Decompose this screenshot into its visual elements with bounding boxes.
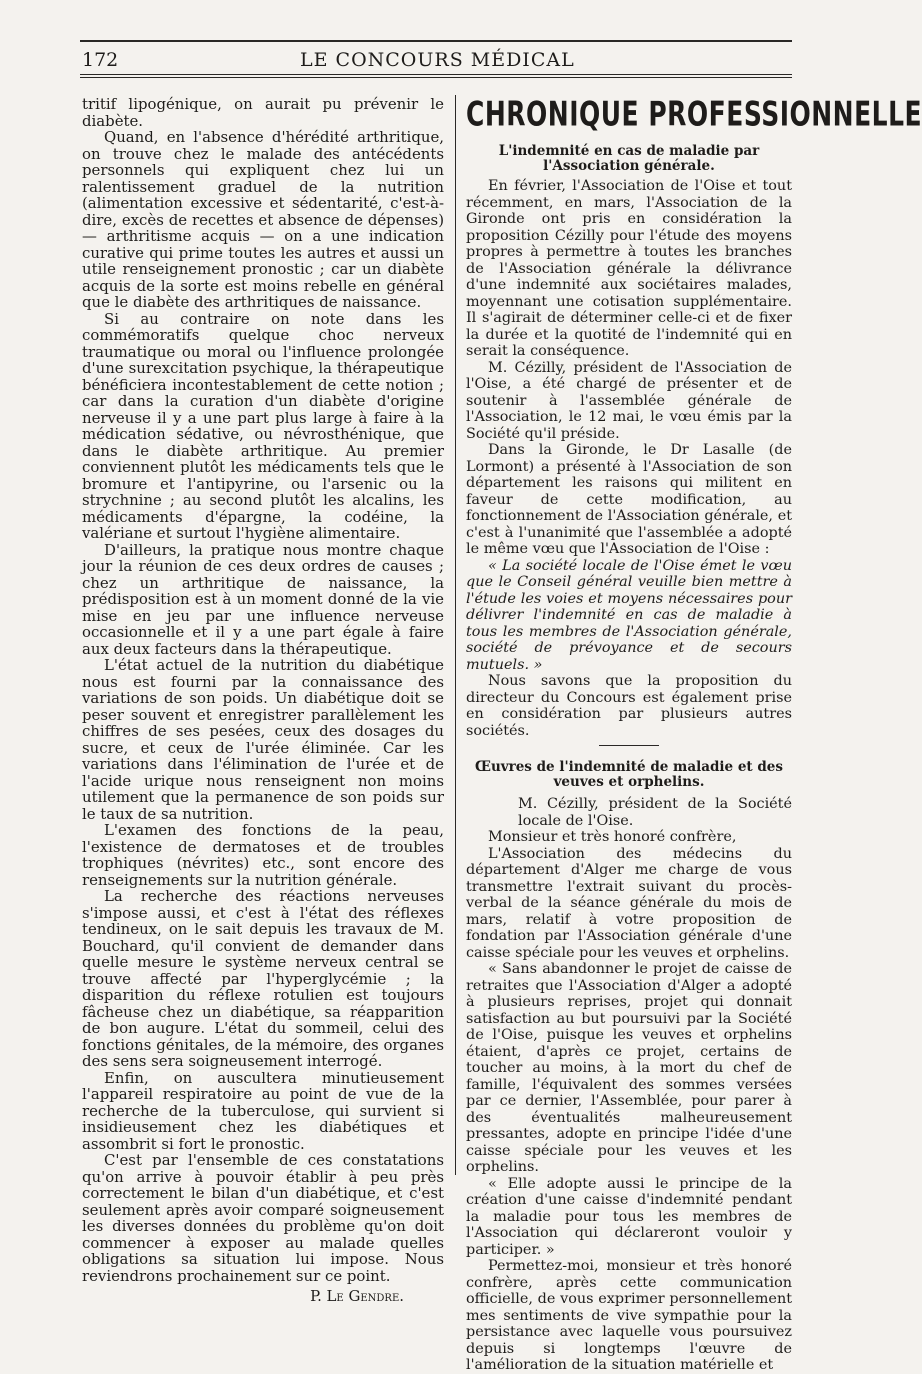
header-bottom-rule bbox=[80, 74, 792, 75]
quotation: « La société locale de l'Oise émet le vœu que le Conseil général veuille bien mettre à l'étude les voies et moyens nécessaires pour délivrer l'indemnité en cas de maladie à tous les membres de l'Association générale, société de prévoyance et de secours mutuels. » bbox=[466, 557, 792, 673]
column-divider bbox=[455, 95, 456, 1175]
paragraph: Quand, en l'absence d'hérédité arthritique, on trouve chez le malade des antécédents personnels qui expliquent chez lui un ralentissement graduel de la nutrition (alimentation excessive et sédentarité, c'est-à-dire, excès de recettes et absence de dépenses) — arthritisme acquis — on a une indication curative qui prime toutes les autres et aussi un utile renseignement pronostic ; car un diabète acquis de la sorte est moins rebelle en général que le diabète des arthritiques de naissance. bbox=[82, 128, 444, 311]
paragraph: « Elle adopte aussi le principe de la création d'une caisse d'indemnité pendant la maladie pour tous les membres de l'Association qui déclareront vouloir y participer. » bbox=[466, 1175, 792, 1258]
paragraph: Enfin, on auscultera minutieusement l'appareil respiratoire au point de vue de la recherche de la tuberculose, qui survient si insidieusement chez les diabétiques et assombrit si fort le pronostic. bbox=[82, 1068, 444, 1153]
paragraph: M. Cézilly, président de l'Association de l'Oise, a été chargé de présenter et de soutenir à l'assemblée générale de l'Association, le 12 mai, le vœu émis par la Société qu'il préside. bbox=[466, 359, 792, 442]
header-bottom-rule-double bbox=[80, 77, 792, 78]
paragraph: Monsieur et très honoré confrère, bbox=[488, 829, 737, 845]
article-subhead: Œuvres de l'indemnité de maladie et des veuves et orphelins. bbox=[475, 759, 783, 790]
right-column bbox=[466, 94, 922, 1374]
paragraph: L'Association des médecins du département d'Alger me charge de vous transmettre l'extrait suivant du procès-verbal de la séance générale du mois de mars, relatif à votre proposition de fondation par l'Association générale d'une caisse spéciale pour les veuves et orphelins. bbox=[466, 845, 792, 961]
journal-title: LE CONCOURS MÉDICAL bbox=[300, 49, 575, 71]
paragraph: « Sans abandonner le projet de caisse de retraites que l'Association d'Alger a adopté à plusieurs reprises, projet qui donnait satisfaction au but poursuivi par la Société de l'Oise, puisque les veuves et orphelins étaient, d'après ce projet, certains de toucher au moins, à la mort du chef de famille, l'équivalent des sommes versées par ce dernier, l'Assemblée, pour parer à des éventualités malheureusement pressantes, adopte en principe l'idée d'une caisse spéciale pour les veuves et les orphelins. bbox=[466, 961, 792, 1175]
page-number: 172 bbox=[82, 49, 119, 71]
paragraph: tritif lipogénique, on aurait pu prévenir le diabète. bbox=[82, 95, 444, 130]
paragraph: D'ailleurs, la pratique nous montre chaque jour la réunion de ces deux ordres de causes ; chez un arthritique de naissance, la prédisposition est à un moment donné de la vie mise en jeu par une influence nerveuse occasionnelle et il y a une part égale à faire aux deux facteurs dans la thérapeutique. bbox=[82, 540, 444, 658]
header-top-rule bbox=[80, 40, 792, 42]
paragraph: C'est par l'ensemble de ces constatations qu'on arrive à pouvoir établir à peu près correctement le bilan d'un diabétique, et c'est seulement après avoir comparé soigneusement les diverses données du problème qu'on doit commencer à exposer au malade quelles obligations sa situation lui impose. Nous reviendrons prochainement sur ce point. bbox=[82, 1151, 444, 1285]
paragraph: La recherche des réactions nerveuses s'impose aussi, et c'est à l'état des réflexes tendineux, on le sait depuis les travaux de M. Bouchard, qu'il convient de demander dans quelle mesure le système nerveux central se trouve affecté par l'hyperglycémie ; la disparition du réflexe rotulien est toujours fâcheuse chez un diabétique, sa réapparition de bon augure. L'état du sommeil, celui des fonctions génitales, de la mémoire, des organes des sens sera soigneusement interrogé. bbox=[82, 887, 444, 1070]
paragraph: L'examen des fonctions de la peau, l'existence de dermatoses et de troubles trophiques (névrites) etc., sont encore des renseignements sur la nutrition générale. bbox=[82, 821, 444, 889]
section-title: CHRONIQUE PROFESSIONNELLE bbox=[466, 94, 922, 134]
paragraph: Dans la Gironde, le Dr Lasalle (de Lormont) a présenté à l'Association de son département les raisons qui militent en faveur de cette modification, au fonctionnement de l'Association générale, et c'est à l'unanimité que l'assemblée a adopté le même vœu que l'Association de l'Oise : bbox=[466, 442, 792, 557]
paragraph: Permettez-moi, monsieur et très honoré confrère, après cette communication officielle, de vous exprimer personnellement mes sentiments de vive sympathie pour la persistance avec laquelle vous poursuivez depuis si longtemps l'œuvre de l'amélioration de la situation matérielle et bbox=[466, 1258, 792, 1373]
paragraph: Si au contraire on note dans les commémoratifs quelque choc nerveux traumatique ou moral ou l'influence prolongée d'une surexcitation psychique, la thérapeutique bénéficiera incontestablement de cette notion ; car dans la curation d'un diabète d'origine nerveuse il y a une part plus large à faire à la médication sédative, ou névrosthénique, que dans le diabète arthritique. Au premier conviennent plutôt les médicaments tels que le bromure et l'antipyrine, ou l'arsenic ou la strychnine ; au second plutôt les alcalins, les médicaments d'épargne, la codéine, la valériane et surtout l'hygiène alimentaire. bbox=[82, 309, 444, 542]
left-column bbox=[82, 96, 444, 1305]
paragraph: Nous savons que la proposition du directeur du Concours est également prise en considération par plusieurs autres sociétés. bbox=[466, 673, 792, 739]
separator-rule bbox=[599, 745, 659, 746]
paragraph: En février, l'Association de l'Oise et tout récemment, en mars, l'Association de la Gironde ont pris en considération la proposition Cézilly pour l'étude des moyens propres à permettre à toutes les branches de l'Association générale la délivrance d'une indemnité aux sociétaires malades, moyennant une cotisation supplémentaire. Il s'agirait de déterminer celle-ci et de fixer la durée et la quotité de l'indemnité qui en serait la conséquence. bbox=[466, 178, 792, 359]
paragraph: L'état actuel de la nutrition du diabétique nous est fourni par la connaissance des variations de son poids. Un diabétique doit se peser souvent et enregistrer parallèlement les chiffres de ses pesées, ceux des dosages du sucre, et ceux de l'urée éliminée. Car les variations dans l'élimination de l'urée et de l'acide urique nous renseignent non moins utilement que la permanence de son poids sur le taux de sa nutrition. bbox=[82, 656, 444, 823]
author-signature: P. Le Gendre. bbox=[310, 1287, 404, 1305]
letter-addressee: M. Cézilly, président de la Société locale de l'Oise. bbox=[518, 796, 792, 829]
article-subhead: L'indemnité en cas de maladie par l'Association générale. bbox=[498, 143, 760, 174]
